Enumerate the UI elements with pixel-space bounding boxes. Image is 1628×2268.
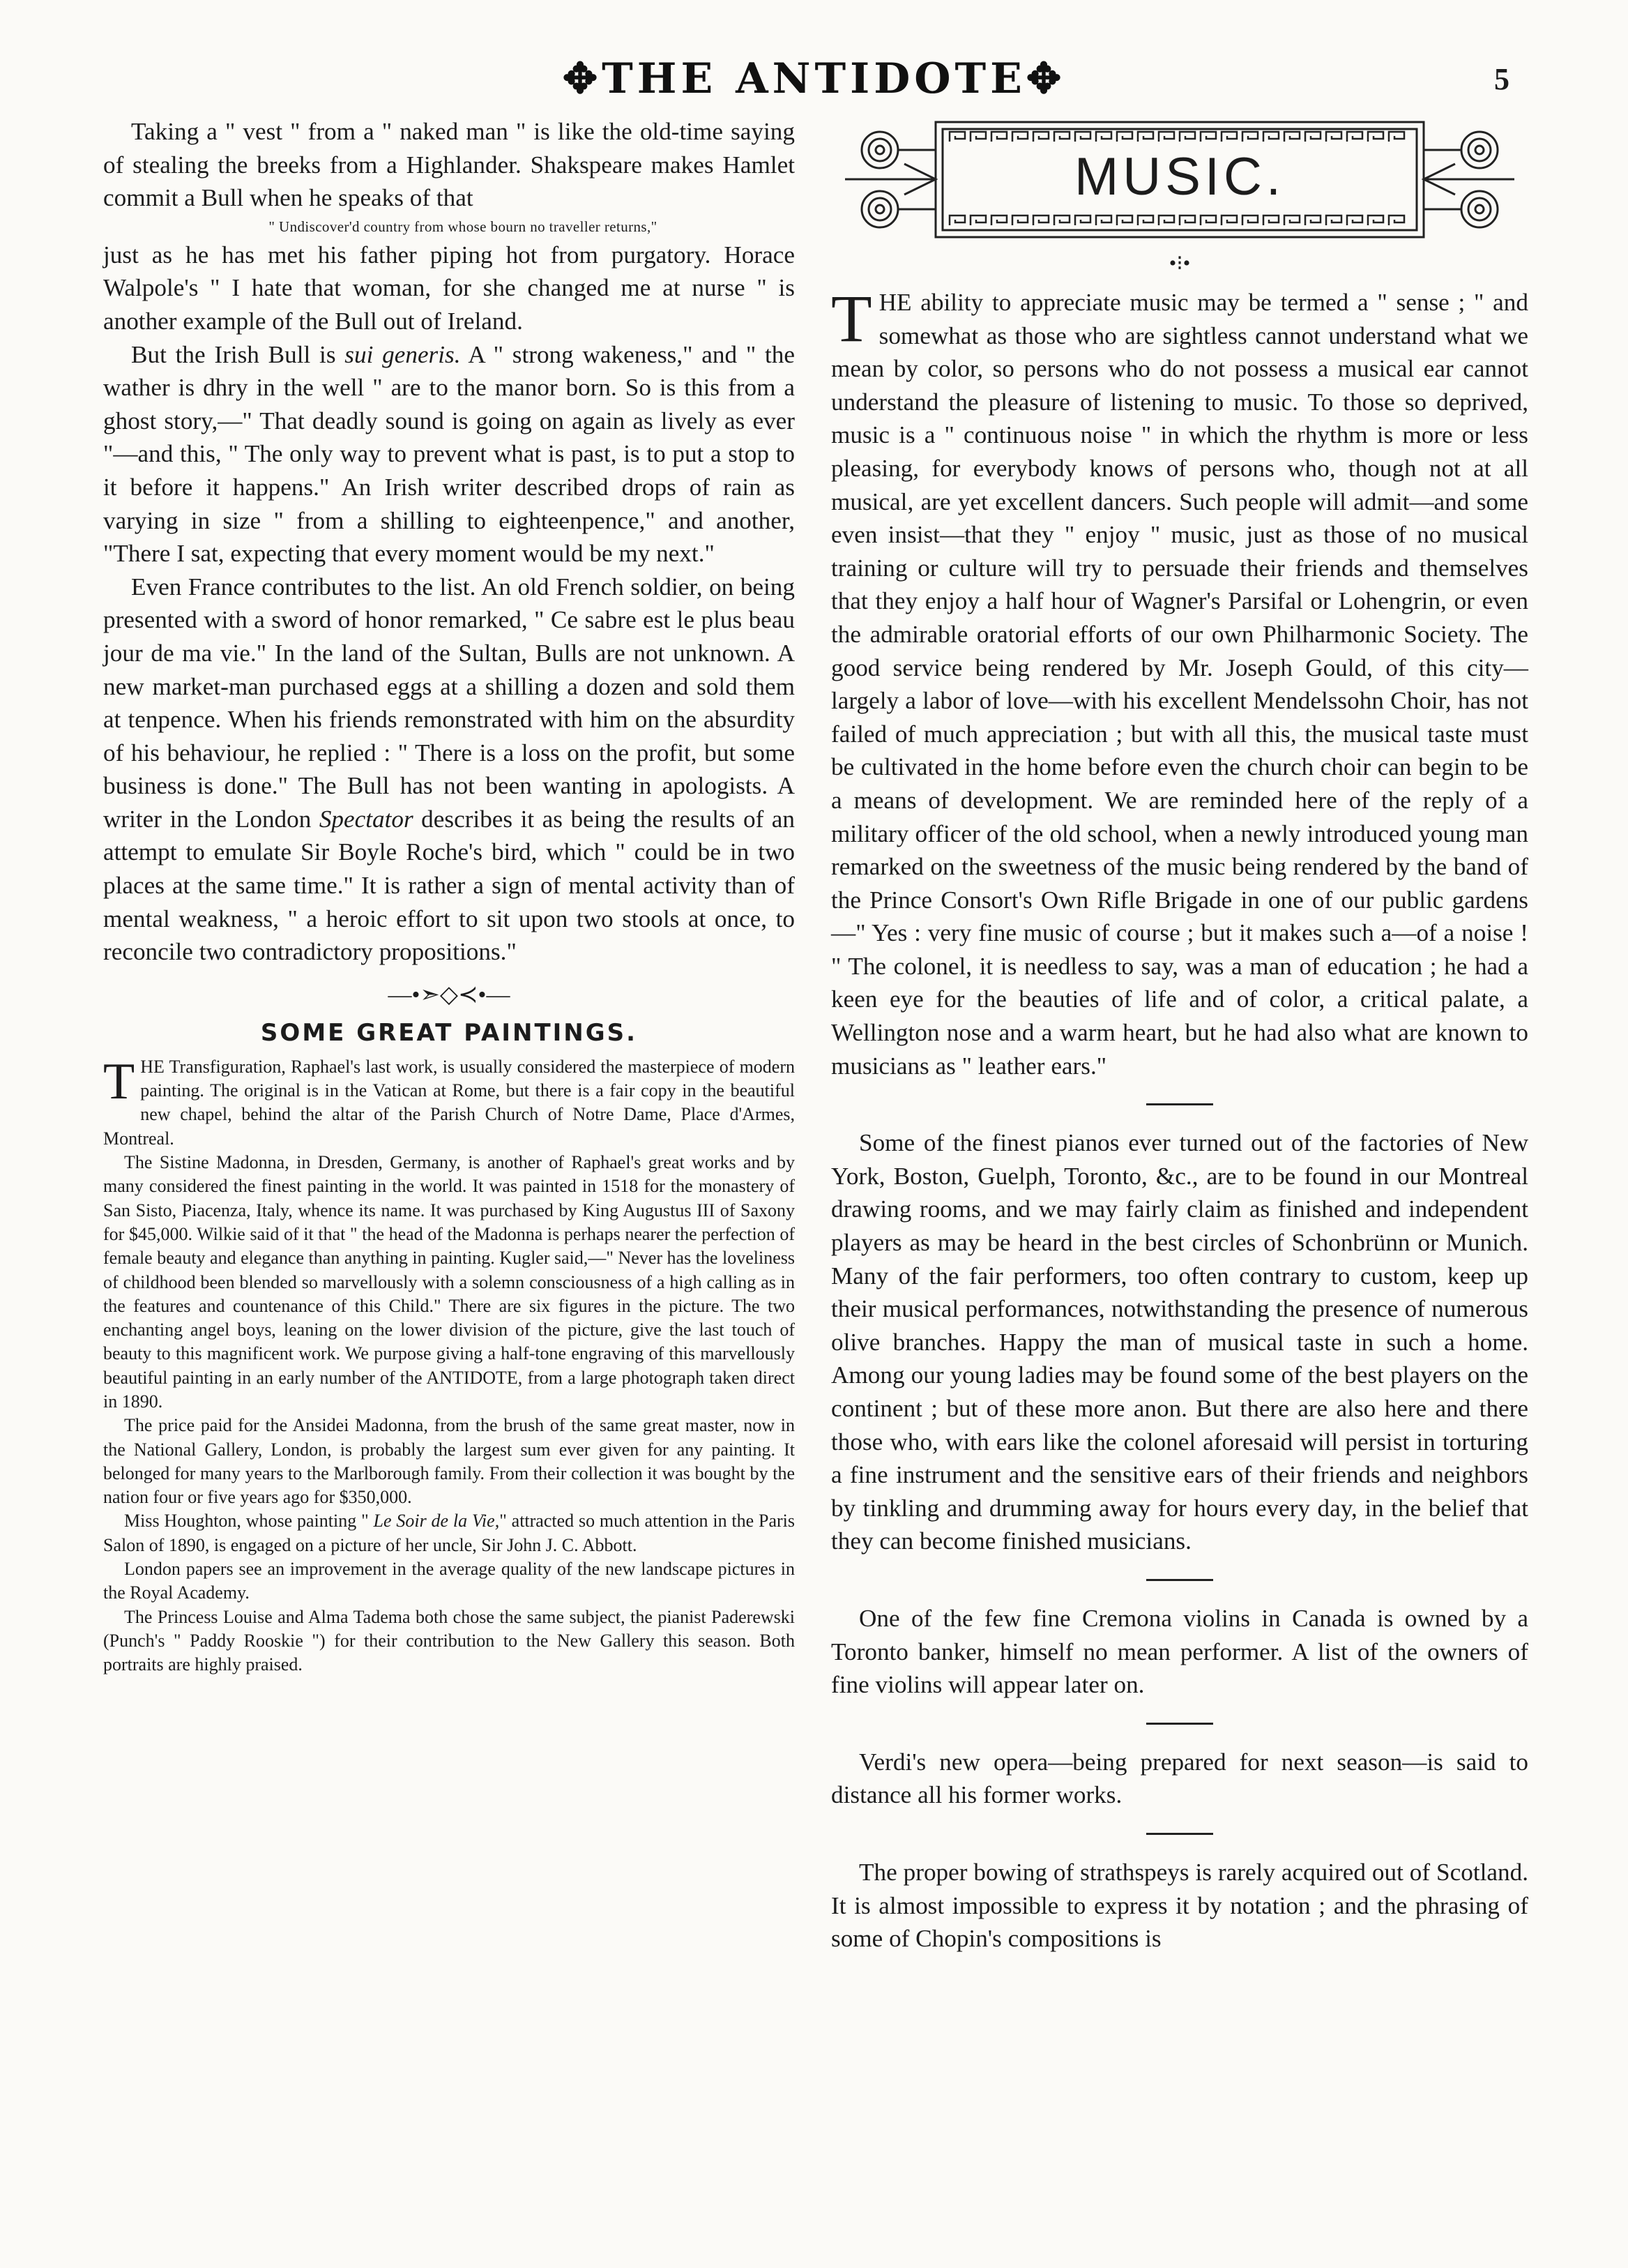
paragraph: But the Irish Bull is sui generis. A " strong wakeness," and " the wather is dhry in the well " are to the manor born. So is this from a ghost story,—" That deadly sound is going on again as lively as ever "—and this, " The only way to prevent what is past, is to put a stop to it before it happens." An Irish writer described drops of rain as varying in size " from a shilling to eighteenpence," and another, "There I sat, expecting that every moment would be my next." (103, 340, 795, 568)
paintings-article (103, 1052, 796, 1677)
paragraph: The proper bowing of strathspeys is rarely acquired out of Scotland. It is almost impossible to express it by notation ; and the phrasing of some of Chopin's compositions is (831, 1858, 1528, 1953)
drop-cap: T (831, 281, 872, 356)
music-article (831, 281, 1528, 1956)
paragraph: THE ability to appreciate music may be termed a " sense ; " and somewhat as those who are sightless cannot understand what we mean by color, so persons who do not possess a musical ear cannot understand the pleasure of listening to music. To those so deprived, music is a " continuous noise " in which the rhythm is more or less pleasing, for everybody knows of persons who, though not at all musical, are yet excellent dancers. Such people will admit—and some even insist—that they " enjoy " music, just as those of no musical training or culture will try to persuade their friends and themselves that they enjoy a half hour of Wagner's Parsifal or Lohengrin, or even the admirable oratorial efforts of our own Philharmonic Society. The good service being rendered by Mr. Joseph Gould, of this city—largely a labor of love—with his excellent Mendelssohn Choir, has not failed of much appreciation ; but with all this, the musical taste must be cultivated in the home before even the church choir can begin to be a means of development. We are reminded here of the reply of a military officer of the old school, when a newly introduced young man remarked on the sweetness of the music being rendered by the band of the Prince Consort's Own Rifle Brigade in one of our public gardens—" Yes : very fine music of course ; but it makes such a—of a noise ! " The colonel, it is needless to say, was a man of education ; he had a keen eye for the beauties of life and of color, a critical palate, a Wellington nose and a warm heart, but he had also what are known to musicians as " leather ears." (831, 281, 1528, 1080)
bulls-article (103, 115, 795, 969)
paragraph: Some of the finest pianos ever turned out of the factories of New York, Boston, Guelph, Toronto, &c., are to be found in our Montreal drawing rooms, and we may fairly claim as finished and independent players as may be heard in the best circles of Schonbrünn or Munich. Many of the fair performers, too often contrary to custom, keep up their musical performances, notwithstanding the presence of numerous olive branches. Happy the man of musical taste in such a home. Among our young ladies may be found some of the best players on the continent ; but of these more anon. But there are also here and there those who, with ears like the colonel aforesaid will persist in torturing a fine instrument and the sensitive ears of their friends and neighbors by tinkling and drumming away for hours every day, in the belief that they can become finished musicians. (831, 1129, 1528, 1555)
paragraph: Taking a " vest " from a " naked man " is like the old-time saying of stealing the breeks from a Highlander. Shakspeare makes Hamlet commit a Bull when he speaks of that (103, 118, 795, 212)
dot-ornament: •⁝• (1169, 252, 1191, 275)
paragraph: The Princess Louise and Alma Tadema both chose the same subject, the pianist Paderewski (Punch's " Paddy Rooskie ") for their contribution to the New Gallery this season. Both portraits are highly praised. (103, 1606, 795, 1675)
right-column (831, 115, 1528, 1956)
music-banner (831, 115, 1528, 244)
paragraph: London papers see an improvement in the average quality of the new landscape pictures in the Royal Academy. (103, 1559, 795, 1603)
paragraph: The price paid for the Ansidei Madonna, from the brush of the same great master, now in the National Gallery, London, is probably the largest sum ever given for any painting. It belonged for many years to the Marlborough family. From their collection it was bought by the nation four or five years ago for $350,000. (103, 1415, 795, 1508)
drop-cap: T (103, 1052, 135, 1110)
paragraph: just as he has met his father piping hot from purgatory. Horace Walpole's " I hate that woman, for she changed me at nurse " is another example of the Bull out of Ireland. (103, 241, 795, 335)
paragraph: THE Transfiguration, Raphael's last work, is usually considered the masterpiece of modern painting. The original is in the Vatican at Rome, but there is a fair copy in the beautiful new chapel, behind the altar of the Parish Church of Notre Dame, Place d'Armes, Montreal. (103, 1052, 795, 1149)
masthead-title: ✥THE ANTIDOTE✥ (562, 54, 1066, 103)
paragraph: Even France contributes to the list. An old French soldier, on being presented with a sword of honor remarked, " Ce sabre est le plus beau jour de ma vie." In the land of the Sultan, Bulls are not unknown. A new market-man purchased eggs at a shilling a dozen and sold them at tenpence. When his friends remonstrated with him on the absurdity of his behaviour, he replied : " There is a loss on the profit, but some business is done." The Bull has not been wanting in apologists. A writer in the London Spectator describes it as being the results of an attempt to emulate Sir Boyle Roche's bird, which " could be in two places at the same time." It is rather a sign of mental activity than of mental weakness, " a heroic effort to sit upon two stools at once, to reconcile two contradictory propositions." (103, 573, 795, 966)
divider (1146, 1723, 1213, 1725)
paragraph: The Sistine Madonna, in Dresden, Germany, is another of Raphael's great works and by many considered the finest painting in the world. It was painted in 1518 for the monastery of San Sisto, Piacenza, Italy, whence its name. It was purchased by King Augustus III of Saxony for $45,000. Wilkie said of it that " the head of the Madonna is perhaps nearer the perfection of female beauty and elegance than anything in painting. Kugler said,—" Never has the loveliness of childhood been blended so marvellously with a solemn consciousness of a high calling as in the features and countenance of this Child." There are six figures in the picture. The two enchanting angel boys, leaning on the lower division of the picture, give the last touch of beauty to this magnificent work. We purpose giving a half-tone engraving of this marvellously beautiful painting in an early number of the ANTIDOTE, from a large photograph taken direct in 1890. (103, 1152, 795, 1412)
section-ornament: —•➣◇≺•— (388, 981, 510, 1008)
page-number: 5 (1494, 62, 1509, 96)
divider (1146, 1579, 1213, 1581)
divider (1146, 1103, 1213, 1105)
page-header (0, 54, 1628, 117)
paragraph: Verdi's new opera—being prepared for next season—is said to distance all his former works. (831, 1748, 1528, 1809)
paragraph: Miss Houghton, whose painting " Le Soir de la Vie," attracted so much attention in the Paris Salon of 1890, is engaged on a picture of her uncle, Sir John J. C. Abbott. (103, 1511, 796, 1555)
music-title: MUSIC. (1074, 147, 1285, 206)
left-column (103, 115, 795, 1677)
section-title: SOME GREAT PAINTINGS. (260, 1018, 638, 1047)
quotation: " Undiscover'd country from whose bourn no traveller returns," (268, 218, 657, 235)
divider (1146, 1833, 1213, 1835)
paragraph: One of the few fine Cremona violins in Canada is owned by a Toronto banker, himself no mean performer. A list of the owners of fine violins will appear later on. (831, 1604, 1528, 1699)
